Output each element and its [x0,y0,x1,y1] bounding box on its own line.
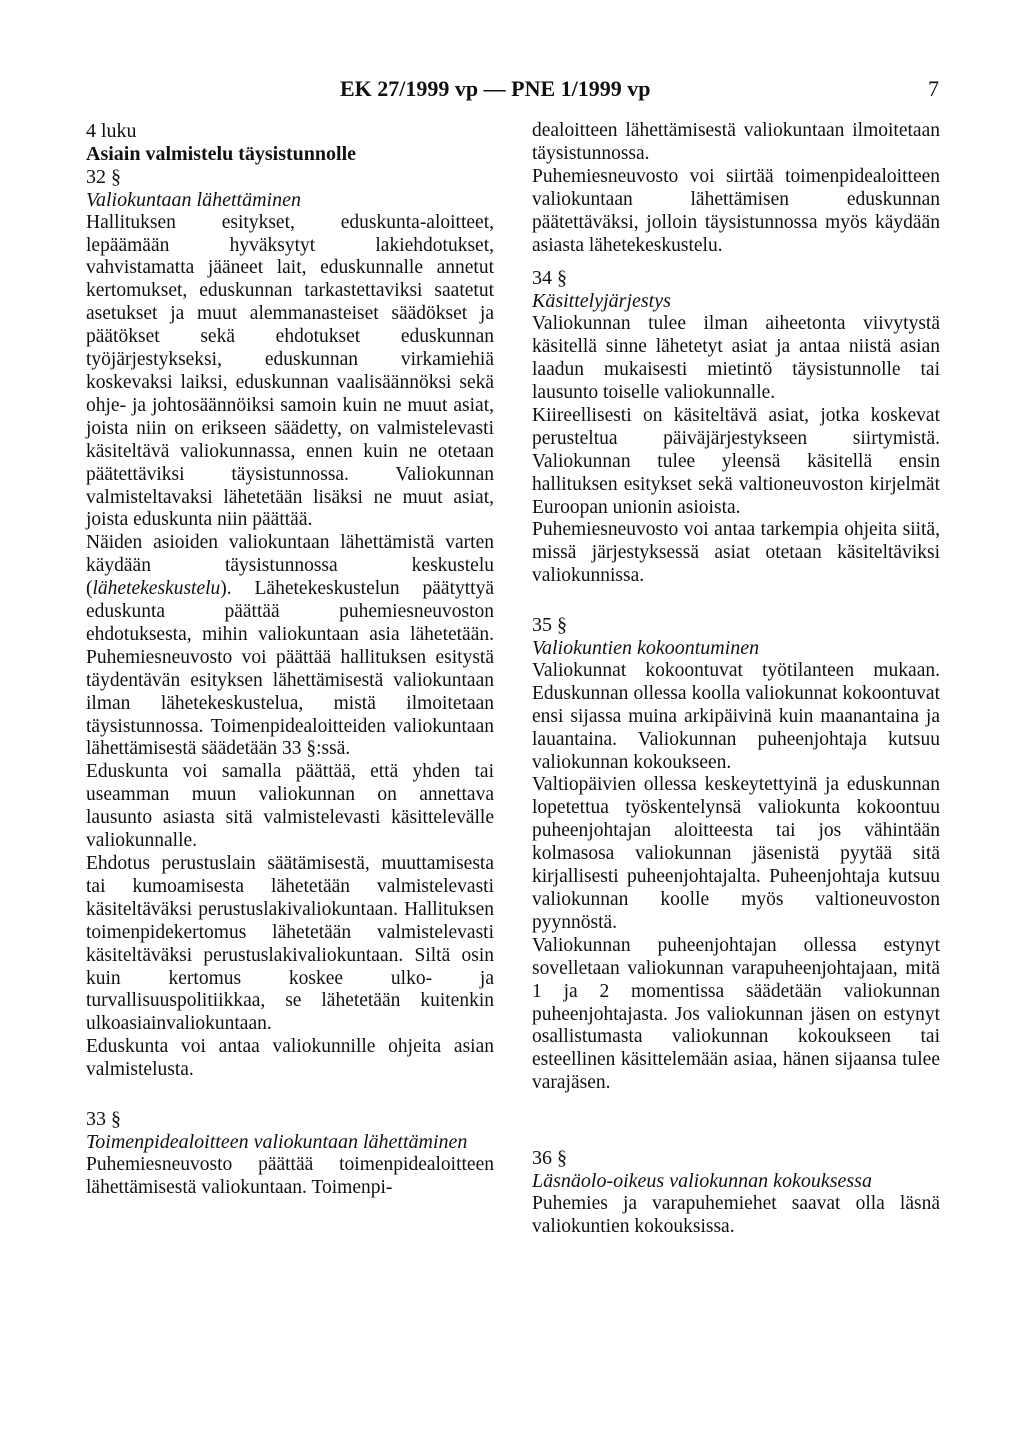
paragraph-text: Näiden asioiden valiokuntaan lähettämistä varten käydään täysistunnossa keskustelu ( [86,532,494,600]
section-33-paragraph-2: Puhemiesneuvosto voi siirtää toimenpidealoitteen valiokuntaan lähettämisen eduskunnan päätettäväksi, jolloin täysistunnossa myös käydään asiasta lähetekeskustelu. [532,165,940,256]
section-35-number: 35 § [532,614,567,637]
chapter-number: 4 luku [86,120,137,142]
section-36-title: Läsnäolo-oikeus valiokunnan kokouksessa [532,1170,872,1193]
section-34-title: Käsittelyjärjestys [532,290,671,313]
left-column [86,120,494,1200]
section-32-number: 32 § [86,165,121,188]
section-35-paragraph-2: Valtiopäivien ollessa keskeytettyinä ja eduskunnan lopetettua työskentelynsä valiokunta kokoontuu puheenjohtajan aloitteesta tai jos vähintään kolmasosa valiokunnan jäsenistä pyytää sitä kirjallisesti puheenjohtajalta. Puheenjohtaja kutsuu valiokunnan koolle myös valtioneuvoston pyynnöstä. [532,774,940,933]
section-32-paragraph-5: Eduskunta voi antaa valiokunnille ohjeita asian valmistelusta. [86,1036,494,1081]
document-reference: EK 27/1999 vp — PNE 1/1999 vp [340,76,651,101]
section-34-paragraph-1: Valiokunnan tulee ilman aiheetonta viivytystä käsitellä sinne lähetetyt asiat ja antaa niistä asian laadun mukaisesti mietintö täysistunnolle tai lausunto toiselle valiokunnalle. [532,313,940,403]
section-34-paragraph-3: Puhemiesneuvosto voi antaa tarkempia ohjeita siitä, missä järjestyksessä asiat otetaan käsiteltäviksi valiokunnissa. [532,519,940,587]
right-column [532,120,940,1239]
page-header [0,76,1024,106]
section-34-number: 34 § [532,267,567,290]
section-36-number: 36 § [532,1147,567,1170]
page-number: 7 [928,76,939,101]
section-32-paragraph-1: Hallituksen esitykset, eduskunta-aloitteet, lepäämään hyväksytyt lakiehdotukset, vahvistamatta jääneet lait, eduskunnalle annetut kertomukset, eduskunnan tarkastettaviksi saatetut asetukset ja muut alemmanasteiset säädökset ja päätökset sekä ehdotukset eduskunnan työjärjestykseksi, eduskunnan virkamiehiä koskevaksi laiksi, eduskunnan vaalisäännöksi sekä ohje- ja johtosäännöiksi samoin kuin ne muut asiat, joista niin on erikseen säädetty, on valmistelevasti käsiteltävä valiokunnassa, ennen kuin ne otetaan päätettäviksi täysistunnossa. Valiokunnan valmisteltavaksi lähetetään lisäksi ne muut asiat, joista eduskunta niin päättää. [86,211,494,531]
section-35-title: Valiokuntien kokoontuminen [532,637,760,660]
section-36-paragraph-1: Puhemies ja varapuhemiehet saavat olla läsnä valiokuntien kokouksissa. [532,1192,940,1237]
section-33-number: 33 § [86,1108,121,1131]
section-35-paragraph-1: Valiokunnat kokoontuvat työtilanteen mukaan. Eduskunnan ollessa koolla valiokunnat kokoontuvat ensi sijassa muina arkipäivinä kuin maanantaina ja lauantaina. Valiokunnan puheenjohtaja kutsuu valiokunnan kokoukseen. [532,659,940,773]
section-35-paragraph-3: Valiokunnan puheenjohtajan ollessa estynyt sovelletaan valiokunnan varapuheenjohtajaan, mitä 1 ja 2 momentissa säädetään valiokunnan puheenjohtajasta. Jos valiokunnan jäsen on estynyt osallistumasta valiokunnan kokoukseen tai esteellinen käsittelemään asiaa, hänen sijaansa tulee varajäsen. [532,934,940,1094]
section-32-title: Valiokuntaan lähettäminen [86,188,301,211]
section-32-paragraph-2 [86,532,494,761]
section-33-paragraph-1-continued: dealoitteen lähettämisestä valiokuntaan ilmoitetaan täysistunnossa. [532,120,940,164]
section-32-paragraph-3: Eduskunta voi samalla päättää, että yhden tai useamman muun valiokunnan on annettava lausunto asiasta sitä valmistelevasti käsittelevälle valiokunnalle. [86,761,494,852]
section-33-title: Toimenpidealoitteen valiokuntaan lähettäminen [86,1130,468,1153]
section-32-paragraph-4: Ehdotus perustuslain säätämisestä, muuttamisesta tai kumoamisesta lähetetään valmistelevasti käsiteltäväksi perustuslakivaliokuntaan. Hallituksen toimenpidekertomus lähetetään valmistelevasti käsiteltäväksi perustuslakivaliokuntaan. Siltä osin kuin kertomus koskee ulko- ja turvallisuuspolitiikkaa, se lähetetään kuitenkin ulkoasiainvaliokuntaan. [86,853,494,1035]
chapter-title: Asiain valmistelu täysistunnolle [86,142,357,165]
section-33-paragraph-1: Puhemiesneuvosto päättää toimenpidealoitteen lähettämisestä valiokuntaan. Toimenpi- [86,1153,494,1198]
italic-term: lähetekeskustelu [92,578,221,600]
section-34-paragraph-2: Kiireellisesti on käsiteltävä asiat, jotka koskevat perusteltua päiväjärjestykseen siirtymistä. Valiokunnan tulee yleensä käsitellä ensin hallituksen esitykset sekä valtioneuvoston kirjelmät Euroopan unionin asioista. [532,404,940,518]
paragraph-text: ). Lähetekeskustelun päätyttyä eduskunta päättää puhemiesneuvoston ehdotuksesta, mihin valiokuntaan asia lähetetään. Puhemiesneuvosto voi päättää hallituksen esitystä täydentävän esityksen lähettämisestä valiokuntaan ilman lähetekeskustelua, mistä ilmoitetaan täysistunnossa. Toimenpidealoitteiden valiokuntaan lähettämisestä säädetään 33 §:ssä. [86,578,494,760]
